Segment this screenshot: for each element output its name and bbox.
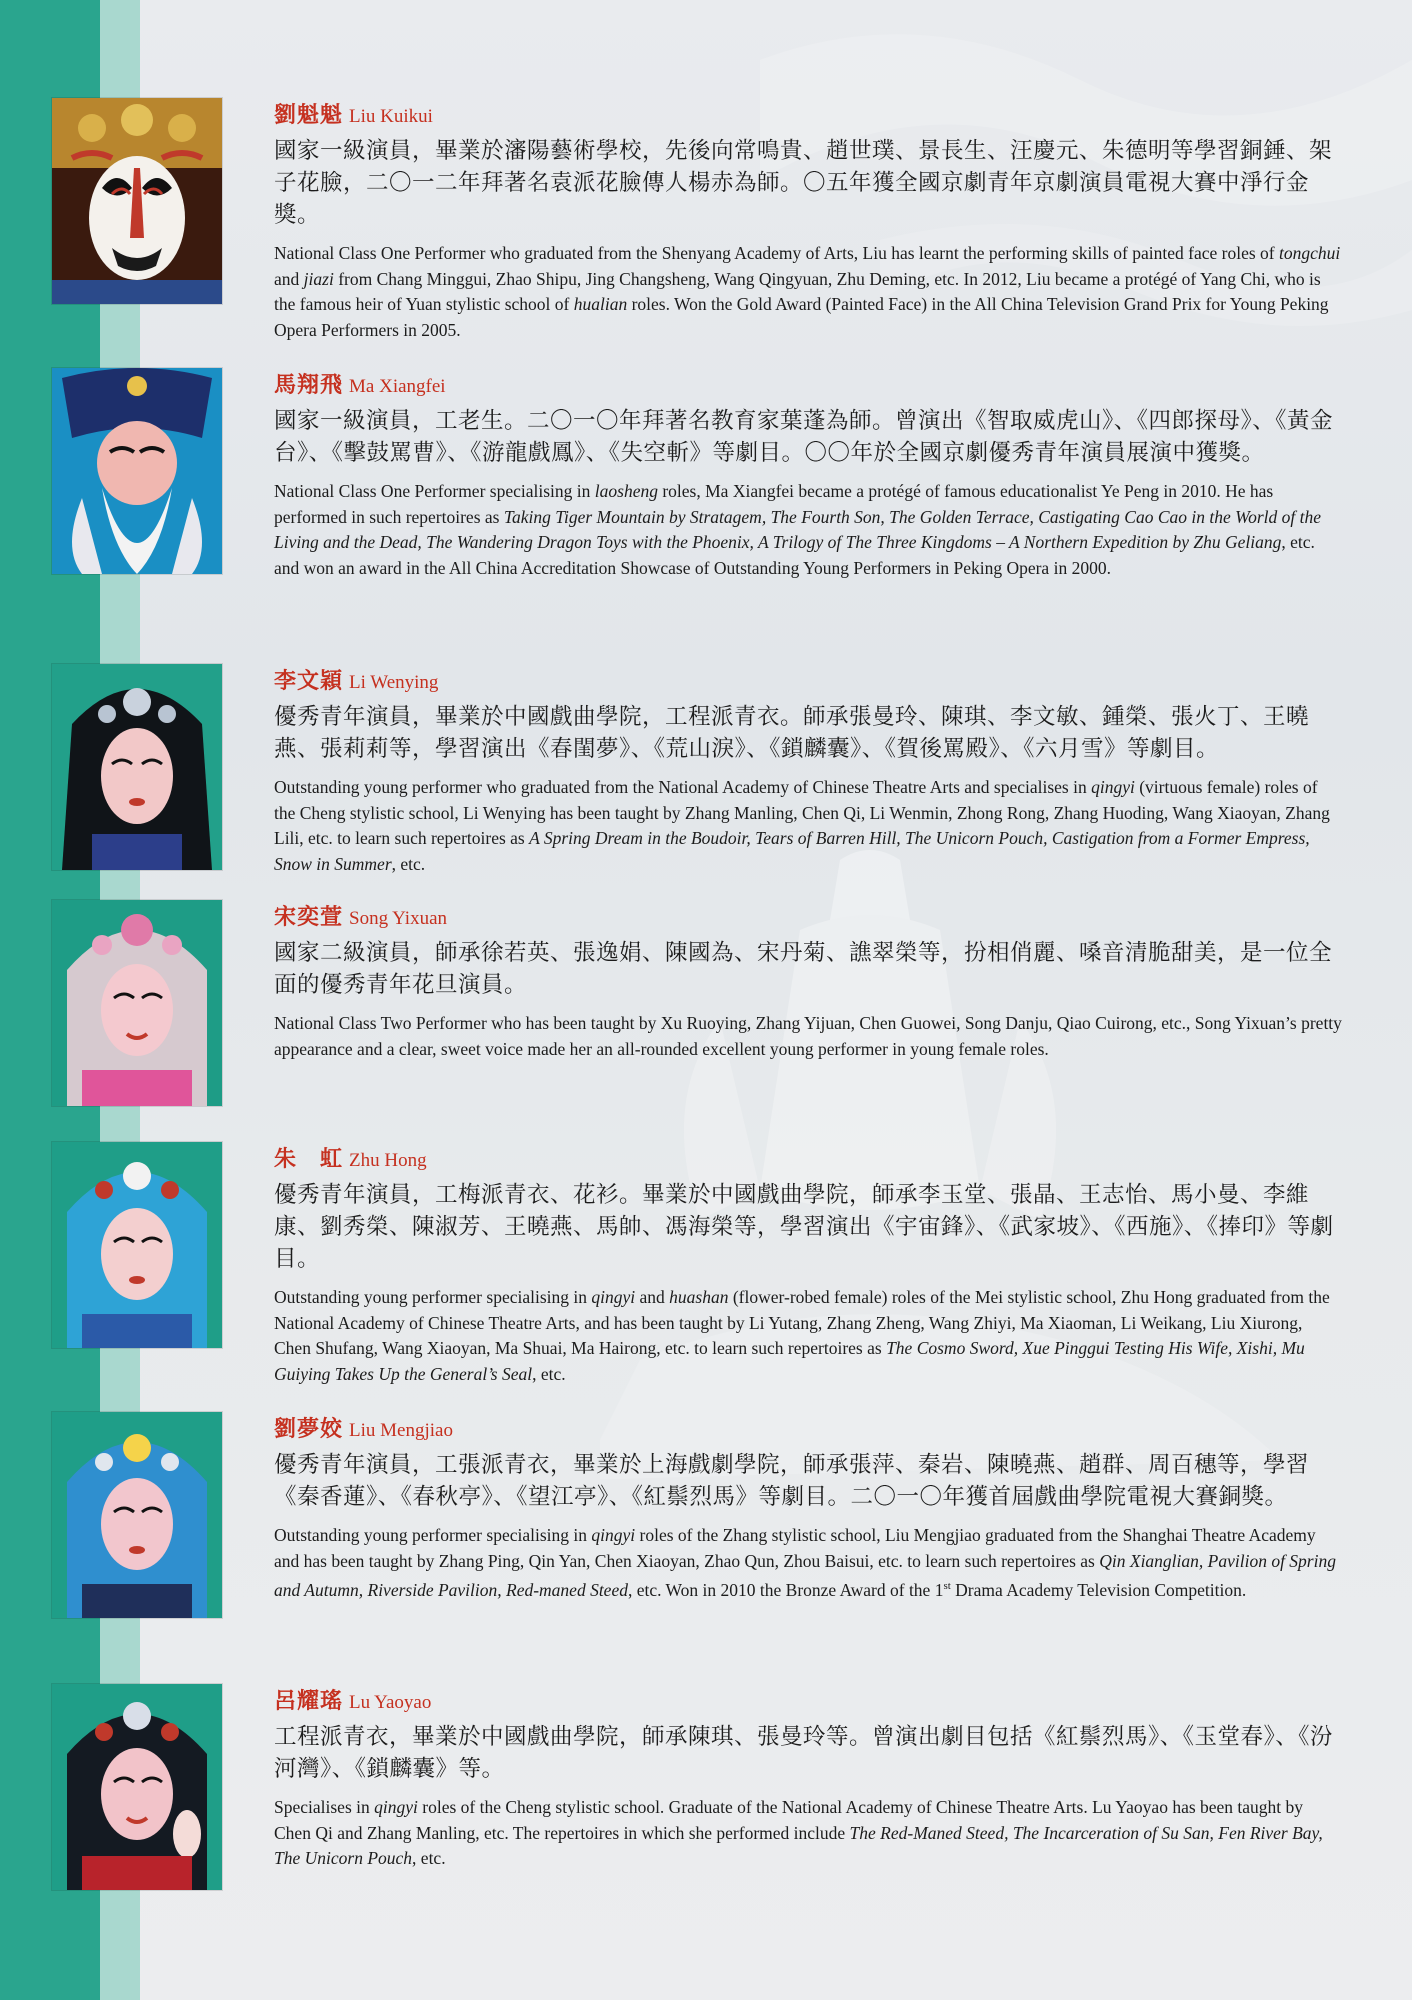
name-zh: 劉夢姣 [274,1416,344,1441]
name-en: Liu Kuikui [349,106,433,127]
name-zh: 劉魁魁 [274,102,344,127]
performer-name [274,1412,1342,1443]
bio-zh: 國家二級演員，師承徐若英、張逸娟、陳國為、宋丹菊、譙翠榮等，扮相俏麗、嗓音清脆甜美，是一位全面的優秀青年花旦演員。 [274,940,1333,998]
performer-name [274,98,1342,129]
name-en: Zhu Hong [349,1150,427,1171]
name-zh: 馬翔飛 [274,372,344,397]
portrait-lu-yaoyao [52,1684,222,1890]
bio-zh: 工程派青衣，畢業於中國戲曲學院，師承陳琪、張曼玲等。曾演出劇目包括《紅鬃烈馬》、《玉堂春》、《汾河灣》、《鎖麟囊》等。 [274,1724,1334,1782]
name-en: Li Wenying [349,672,439,693]
name-zh: 宋奕萱 [274,904,344,929]
portrait-li-wenying [52,664,222,870]
performer-text [274,664,1342,877]
performer-name [274,900,1342,931]
performer-name [274,368,1342,399]
bio-zh: 優秀青年演員，畢業於中國戲曲學院，工程派青衣。師承張曼玲、陳琪、李文敏、鍾榮、張火丁、王曉燕、張莉莉等，學習演出《春閨夢》、《荒山淚》、《鎖麟囊》、《賀後罵殿》、《六月雪》等劇目。 [274,704,1310,762]
bio-zh: 優秀青年演員，工張派青衣，畢業於上海戲劇學院，師承張萍、秦岩、陳曉燕、趙群、周百穗等，學習《秦香蓮》、《春秋亭》、《望江亭》、《紅鬃烈馬》等劇目。二〇一〇年獲首屆戲曲學院電視大賽銅獎。 [274,1452,1310,1510]
name-en: Lu Yaoyao [349,1692,432,1713]
portrait-ma-xiangfei [52,368,222,574]
portrait-zhu-hong [52,1142,222,1348]
name-zh: 李文穎 [274,668,344,693]
bio-en: National Class One Performer specialising in laosheng roles, Ma Xiangfei became a protégé of famous educationalist Ye Peng in 2010. He has performed in such repertoires as Taking Tiger Mountain by Stratagem, The Fourth Son, The Golden Terrace, Castigating Cao Cao in the World of the Living and the Dead, The Wandering Dragon Toys with the Phoenix, A Trilogy of The Three Kingdoms – A Northern Expedition by Zhu Geliang, etc. and won an award in the All China Accreditation Showcase of Outstanding Young Performers in Peking Opera in 2000. [274,481,1322,578]
performer-text [274,368,1342,581]
performer-name [274,1142,1342,1173]
bio-en: Outstanding young performer specialising in qingyi and huashan (flower-robed female) roles of the Mei stylistic school, Zhu Hong graduated from the National Academy of Chinese Theatre Arts, and has been taught by Li Yutang, Zhang Zheng, Wang Zhiyi, Ma Xiaoman, Li Weikang, Liu Xiurong, Chen Shufang, Wang Xiaoyan, Ma Shuai, Ma Hairong, etc. to learn such repertoires as The Cosmo Sword, Xue Pinggui Testing His Wife, Xishi, Mu Guiying Takes Up the General’s Seal, etc. [274,1287,1330,1384]
name-zh: 朱 虹 [274,1146,344,1171]
bio-zh: 國家一級演員，工老生。二〇一〇年拜著名教育家葉蓬為師。曾演出《智取威虎山》、《四郎探母》、《黃金台》、《擊鼓罵曹》、《游龍戲鳳》、《失空斬》等劇目。〇〇年於全國京劇優秀青年演員展演中獲獎。 [274,408,1334,466]
name-en: Liu Mengjiao [349,1420,453,1441]
performer-text [274,1684,1342,1872]
performer-text [274,98,1342,343]
performer-name [274,664,1342,695]
bio-en: National Class One Performer who graduated from the Shenyang Academy of Arts, Liu has learnt the performing skills of painted face roles of tongchui and jiazi from Chang Minggui, Zhao Shipu, Jing Changsheng, Wang Qingyuan, Zhu Deming, etc. In 2012, Liu became a protégé of Yang Chi, who is the famous heir of Yuan stylistic school of hualian roles. Won the Gold Award (Painted Face) in the All China Television Grand Prix for Young Peking Opera Performers in 2005. [274,243,1341,340]
portrait-liu-mengjiao [52,1412,222,1618]
bio-en: Outstanding young performer specialising in qingyi roles of the Zhang stylistic school, Liu Mengjiao graduated from the Shanghai Theatre Academy and has been taught by Zhang Ping, Qin Yan, Chen Xiaoyan, Zhao Qun, Zhou Baisui, etc. to learn such repertoires as Qin Xianglian, Pavilion of Spring and Autumn, Riverside Pavilion, Red-maned Steed, etc. Won in 2010 the Bronze Award of the 1st Drama Academy Television Competition. [274,1525,1336,1600]
performer-text [274,1142,1342,1387]
name-en: Song Yixuan [349,908,448,929]
name-zh: 呂耀瑤 [274,1688,344,1713]
bio-en: National Class Two Performer who has been taught by Xu Ruoying, Zhang Yijuan, Chen Guowei, Song Danju, Qiao Cuirong, etc., Song Yixuan’s pretty appearance and a clear, sweet voice made her an all-rounded excellent young performer in young female roles. [274,1013,1342,1059]
portrait-liu-kuikui [52,98,222,304]
performer-text [274,900,1342,1062]
bio-zh: 優秀青年演員，工梅派青衣、花衫。畢業於中國戲曲學院，師承李玉堂、張晶、王志怡、馬小曼、李維康、劉秀榮、陳淑芳、王曉燕、馬帥、馮海榮等，學習演出《宇宙鋒》、《武家坡》、《西施》、《捧印》等劇目。 [274,1182,1334,1272]
portrait-song-yixuan [52,900,222,1106]
name-en: Ma Xiangfei [349,376,446,397]
performer-text [274,1412,1342,1603]
performer-name [274,1684,1342,1715]
bio-en: Specialises in qingyi roles of the Cheng stylistic school. Graduate of the National Academy of Chinese Theatre Arts. Lu Yaoyao has been taught by Chen Qi and Zhang Manling, etc. The repertoires in which she performed include The Red-Maned Steed, The Incarceration of Su San, Fen River Bay, The Unicorn Pouch, etc. [274,1797,1323,1868]
bio-en: Outstanding young performer who graduated from the National Academy of Chinese Theatre Arts and specialises in qingyi (virtuous female) roles of the Cheng stylistic school, Li Wenying has been taught by Zhang Manling, Chen Qi, Li Wenmin, Zhong Rong, Zhang Huoding, Wang Xiaoyan, Zhang Lili, etc. to learn such repertoires as A Spring Dream in the Boudoir, Tears of Barren Hill, The Unicorn Pouch, Castigation from a Former Empress, Snow in Summer, etc. [274,777,1330,874]
bio-zh: 國家一級演員，畢業於瀋陽藝術學校，先後向常鳴貴、趙世璞、景長生、汪慶元、朱德明等學習銅錘、架子花臉，二〇一二年拜著名袁派花臉傳人楊赤為師。〇五年獲全國京劇青年京劇演員電視大賽中淨行金獎。 [274,138,1333,228]
